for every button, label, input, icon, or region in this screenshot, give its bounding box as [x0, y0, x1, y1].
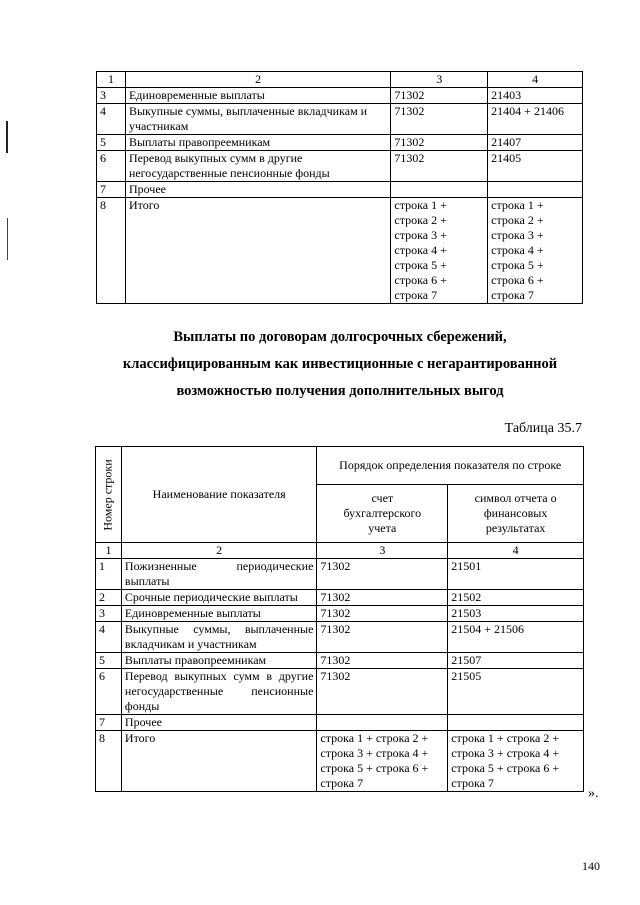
column-number: 1 [97, 72, 126, 88]
section-heading [90, 324, 590, 405]
column-number: 4 [448, 543, 584, 559]
formula-line: строка 3 + строка 4 + [451, 746, 560, 760]
formula-line: строка 1 + [394, 198, 447, 212]
total-account-formula [317, 731, 448, 792]
account-number: 71302 [317, 559, 448, 590]
indicator-name: Единовременные выплаты [125, 88, 390, 104]
formula-line: строка 6 + [394, 273, 447, 287]
formula-line: строка 1 + строка 2 + [451, 731, 560, 745]
total-row [97, 198, 583, 304]
scan-margin-mark [6, 121, 8, 153]
report-symbol: 21403 [488, 88, 583, 104]
account-number: 71302 [391, 104, 488, 135]
report-symbol [448, 715, 584, 731]
table-row [97, 135, 583, 151]
account-number: 71302 [391, 135, 488, 151]
row-number: 4 [97, 104, 126, 135]
account-number: 71302 [391, 151, 488, 182]
column-number-row [96, 543, 584, 559]
table-row [96, 622, 584, 653]
account-number: 71302 [317, 622, 448, 653]
account-number: 71302 [317, 590, 448, 606]
total-row [96, 731, 584, 792]
report-symbol: 21505 [448, 669, 584, 715]
indicator-name: Перевод выкупных сумм в другие негосударственные пенсионные фонды [125, 151, 390, 182]
table-row [97, 182, 583, 198]
closing-quote-mark: ». [588, 786, 599, 801]
row-number: 3 [97, 88, 126, 104]
indicator-name: Единовременные выплаты [121, 606, 316, 622]
indicator-name: Перевод выкупных сумм в другие негосударственные пенсионные фонды [121, 669, 316, 715]
heading-line: Выплаты по договорам долгосрочных сбережений, [173, 329, 507, 345]
formula-line: строка 7 [320, 776, 364, 790]
row-number: 5 [96, 653, 122, 669]
account-number: 71302 [317, 669, 448, 715]
formula-line: строка 1 + [491, 198, 544, 212]
formula-line: строка 5 + строка 6 + [451, 761, 560, 775]
header-symbol: символ отчета о финансовых результатах [448, 484, 584, 542]
indicator-name: Выплаты правопреемникам [125, 135, 390, 151]
row-number: 1 [96, 559, 122, 590]
payments-table-continuation [96, 71, 583, 304]
table-row [96, 559, 584, 590]
indicator-name: Выплаты правопреемникам [121, 653, 316, 669]
column-number: 3 [391, 72, 488, 88]
table-row [96, 606, 584, 622]
scan-margin-mark [7, 218, 8, 260]
formula-line: строка 7 [394, 288, 438, 302]
formula-line: строка 5 + [491, 258, 544, 272]
row-number: 5 [97, 135, 126, 151]
row-number: 6 [96, 669, 122, 715]
table-row [96, 715, 584, 731]
header-row-number-text: Номер строки [100, 458, 115, 531]
table-row [96, 590, 584, 606]
table-row [96, 653, 584, 669]
column-number: 4 [488, 72, 583, 88]
formula-line: строка 7 [491, 288, 534, 302]
total-account-formula [391, 198, 488, 304]
account-number: 71302 [317, 606, 448, 622]
formula-line: строка 4 + [394, 243, 447, 257]
row-number: 4 [96, 622, 122, 653]
indicator-name: Итого [121, 731, 316, 792]
table-row [97, 104, 583, 135]
header-account: счет бухгалтерского учета [317, 484, 448, 542]
indicator-name: Прочее [121, 715, 316, 731]
heading-line: возможностью получения дополнительных выгод [176, 383, 504, 399]
header-indicator-name: Наименование показателя [121, 447, 316, 543]
report-symbol: 21407 [488, 135, 583, 151]
formula-line: строка 5 + [394, 258, 447, 272]
report-symbol: 21503 [448, 606, 584, 622]
formula-line: строка 6 + [491, 273, 544, 287]
indicator-name: Прочее [125, 182, 390, 198]
row-number: 6 [97, 151, 126, 182]
header-row [96, 447, 584, 485]
row-number: 8 [96, 731, 122, 792]
table-label: Таблица 35.7 [504, 421, 582, 436]
row-number: 7 [97, 182, 126, 198]
column-number: 2 [121, 543, 316, 559]
formula-line: строка 4 + [491, 243, 544, 257]
report-symbol: 21504 + 21506 [448, 622, 584, 653]
total-symbol-formula [488, 198, 583, 304]
column-number: 3 [317, 543, 448, 559]
indicator-name: Срочные периодические выплаты [121, 590, 316, 606]
report-symbol: 21507 [448, 653, 584, 669]
report-symbol: 21501 [448, 559, 584, 590]
report-symbol: 21405 [488, 151, 583, 182]
account-number: 71302 [317, 653, 448, 669]
formula-line: строка 3 + строка 4 + [320, 746, 429, 760]
report-symbol [488, 182, 583, 198]
row-number: 7 [96, 715, 122, 731]
row-number: 3 [96, 606, 122, 622]
column-number-row [97, 72, 583, 88]
report-symbol: 21404 + 21406 [488, 104, 583, 135]
account-number [391, 182, 488, 198]
row-number: 2 [96, 590, 122, 606]
formula-line: строка 7 [451, 776, 494, 790]
formula-line: строка 2 + [491, 213, 544, 227]
table-row [97, 88, 583, 104]
column-number: 2 [125, 72, 390, 88]
indicator-name: Выкупные суммы, выплаченные вкладчикам и участникам [121, 622, 316, 653]
header-row-number [96, 447, 122, 543]
formula-line: строка 3 + [491, 228, 544, 242]
table-row [96, 669, 584, 715]
report-symbol: 21502 [448, 590, 584, 606]
formula-line: строка 2 + [394, 213, 447, 227]
formula-line: строка 1 + строка 2 + [320, 731, 429, 745]
account-number: 71302 [391, 88, 488, 104]
row-number: 8 [97, 198, 126, 304]
indicator-name: Выкупные суммы, выплаченные вкладчикам и участникам [125, 104, 390, 135]
total-symbol-formula [448, 731, 584, 792]
header-procedure: Порядок определения показателя по строке [317, 447, 584, 485]
account-number [317, 715, 448, 731]
column-number: 1 [96, 543, 122, 559]
formula-line: строка 3 + [394, 228, 447, 242]
formula-line: строка 5 + строка 6 + [320, 761, 429, 775]
table-row [97, 151, 583, 182]
indicator-name: Итого [125, 198, 390, 304]
table-35-7 [95, 446, 584, 792]
page-number: 140 [582, 859, 600, 873]
heading-line: классифицированным как инвестиционные с негарантированной [122, 356, 558, 372]
indicator-name: Пожизненные периодические выплаты [121, 559, 316, 590]
